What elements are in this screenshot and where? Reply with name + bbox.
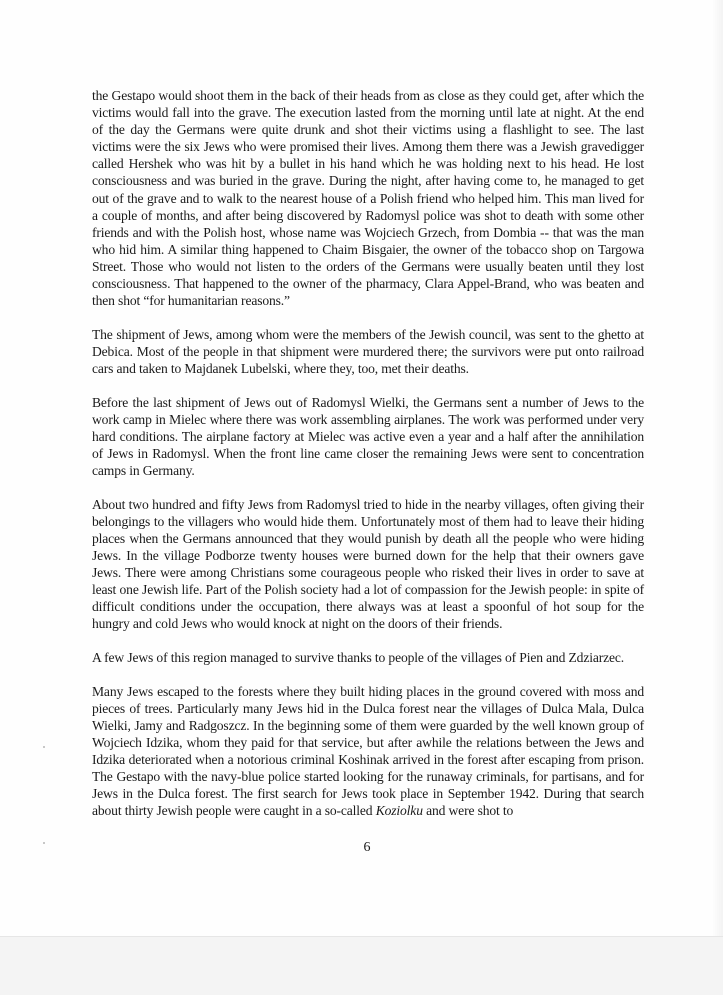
- paragraph-6-text-end: and were shot to: [422, 803, 514, 819]
- scan-right-edge: [711, 0, 723, 994]
- paragraph-6: [92, 683, 644, 820]
- body-text: [92, 87, 644, 820]
- paragraph-1: the Gestapo would shoot them in the back of their heads from as close as they could get, after which the victims would fall into the grave. The execution lasted from the morning until late at night. At the end of the day the Germans were quite drunk and shot their victims using a flashlight to see. The last victims were the six Jews who were promised their lives. Among them there was a Jewish gravedigger called Hershek who was hit by a bullet in his hand which he was holding next to his head. He lost consciousness and was buried in the grave. During the night, after having come to, he managed to get out of the grave and to walk to the nearest house of a Polish friend who helped him. This man lived for a couple of months, and after being discovered by Radomysl police was shot to death with some other friends and with the Polish host, whose name was Wojciech Grzech, from Dombia -- that was the man who hid him. A similar thing happened to Chaim Bisgaier, the owner of the tobacco shop on Targowa Street. Those who would not listen to the orders of the Germans were usually beaten until they lost consciousness. That happened to the owner of the pharmacy, Clara Appel-Brand, who was beaten and then shot “for humanitarian reasons.”: [92, 88, 644, 309]
- paragraph-6-text-start: Many Jews escaped to the forests where they built hiding places in the ground covered with moss and pieces of trees. Particularly many Jews hid in the Dulca forest near the villages of Dulca Mala, Dulca Wielki, Jamy and Radgoszcz. In the beginning some of them were guarded by the well known group of Wojciech Idzika, whom they paid for that service, but after awhile the relations between the Jews and Idzika deteriorated when a notorious criminal Koshinak arrived in the forest after escaping from prison. The Gestapo with the navy-blue police started looking for the runaway criminals, for partisans, and for Jews in the Dulca forest. The first search for Jews took place in September 1942. During that search about thirty Jewish people were caught in a so-called: [92, 683, 644, 819]
- scan-speck: [43, 746, 45, 748]
- paragraph-2: The shipment of Jews, among whom were the members of the Jewish council, was sent to the ghetto at Debica. Most of the people in that shipment were murdered there; the survivors were put onto railroad cars and taken to Majdanek Lubelski, where they, too, met their deaths.: [92, 326, 644, 376]
- scan-bottom-margin: [0, 936, 723, 995]
- paragraph-5: A few Jews of this region managed to survive thanks to people of the villages of Pien and Zdziarzec.: [92, 650, 624, 666]
- scan-speck: [43, 842, 45, 844]
- paragraph-3: Before the last shipment of Jews out of Radomysl Wielki, the Germans sent a number of Jews to the work camp in Mielec where there was work assembling airplanes. The work was performed under very hard conditions. The airplane factory at Mielec was active even a year and a half after the annihilation of Jews in Radomysl. When the front line came closer the remaining Jews were sent to concentration camps in Germany.: [92, 394, 644, 479]
- paragraph-6-italic-term: Koziolku: [375, 803, 423, 819]
- page-number: 6: [363, 840, 371, 855]
- paragraph-4: About two hundred and fifty Jews from Radomysl tried to hide in the nearby villages, often giving their belongings to the villagers who would hide them. Unfortunately most of them had to leave their hiding places when the Germans announced that they would punish by death all the people who were hiding Jews. In the village Podborze twenty houses were burned down for the help that their owners gave Jews. There were among Christians some courageous people who risked their lives in order to save at least one Jewish life. Part of the Polish society had a lot of compassion for the Jewish people: in spite of difficult conditions under the occupation, there always was at least a spoonful of hot soup for the hungry and cold Jews who would knock at night on the doors of their friends.: [92, 496, 644, 632]
